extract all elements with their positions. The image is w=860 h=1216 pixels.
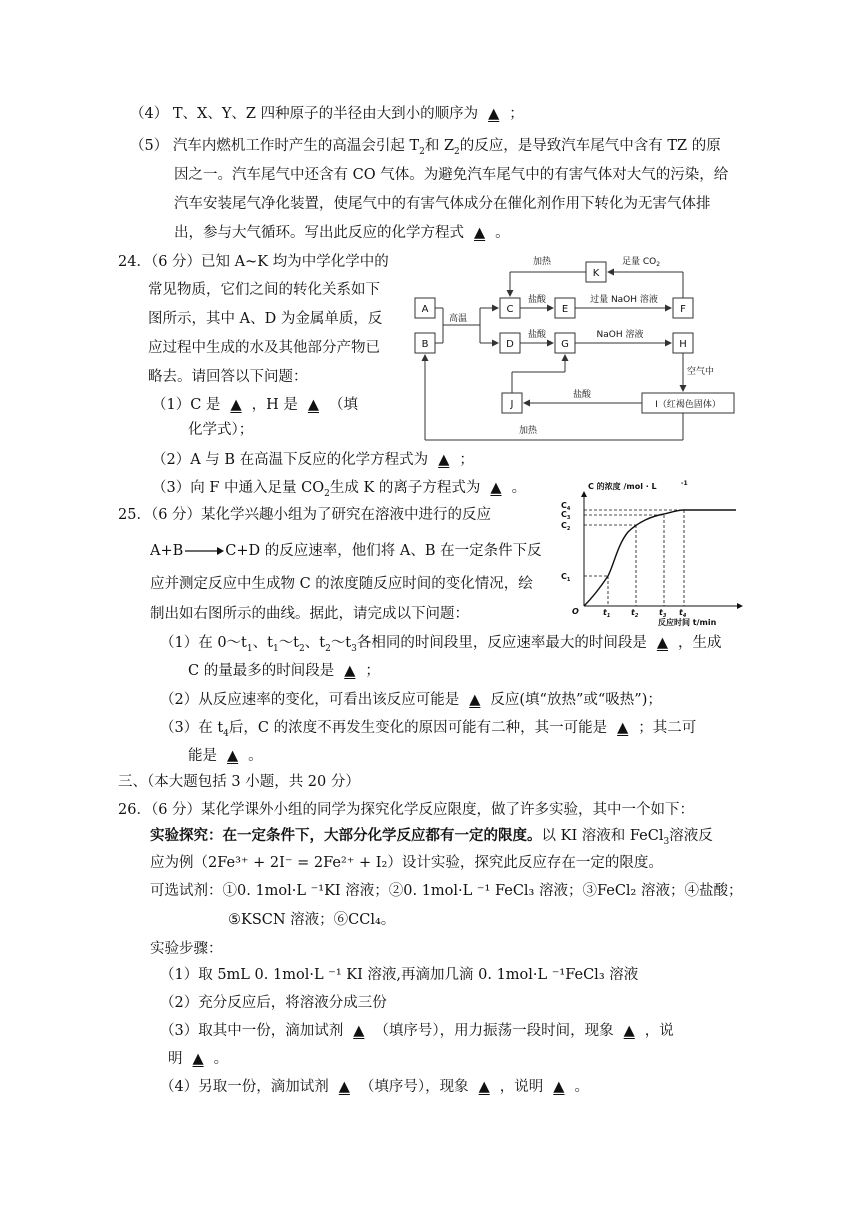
answer-blank[interactable]: ▲ bbox=[438, 452, 450, 468]
answer-blank[interactable]: ▲ bbox=[227, 748, 239, 764]
q24-line5: 略去。请回答以下问题： bbox=[148, 369, 308, 385]
q25-sub2: （2）从反应速率的变化，可看出该反应可能是 ▲ 反应(填“放热”或“吸热”)； bbox=[160, 692, 662, 708]
q25-sub3: （3）在 $t_4$后，C 的浓度不再发生变化的原因可能有二种，其一可能是 ▲ ；其二可 bbox=[160, 720, 697, 739]
q26-line1: 26．（6 分）某化学课外小组的同学为探究化学反应限度，做了许多实验，其中一个如下： bbox=[118, 802, 695, 818]
q24-sub1: （1）C 是 ▲ ，H 是 ▲ （填 bbox=[152, 397, 359, 413]
svg-text:G: G bbox=[561, 339, 569, 350]
q24-sub1-cont: 化学式）； bbox=[188, 422, 254, 438]
q24-sub3: （3）向 F 中通入足量 $CO_2$生成 K 的离子方程式为 ▲ 。 bbox=[152, 480, 527, 499]
q25-sub1-cont: C 的量最多的时间段是 ▲ ； bbox=[188, 663, 380, 679]
svg-text:t1: $t_1$ bbox=[603, 608, 611, 619]
svg-text:C3: $C_3$ bbox=[561, 510, 571, 521]
svg-text:H: H bbox=[679, 339, 687, 350]
q25-line1: 25．（6 分）某化学兴趣小组为了研究在溶液中进行的反应 bbox=[118, 507, 492, 523]
svg-text:C1: $C_1$ bbox=[561, 572, 571, 583]
answer-blank[interactable]: ▲ bbox=[230, 397, 242, 413]
svg-text:F: F bbox=[680, 304, 686, 315]
q26-step3-cont: 明 ▲ 。 bbox=[168, 1051, 229, 1067]
q24-line3: 图所示，其中 A、D 为金属单质，反 bbox=[148, 311, 383, 327]
answer-blank[interactable]: ▲ bbox=[490, 480, 502, 496]
q24-line1: 24．（6 分）已知 A~K 均为中学化学中的 bbox=[118, 254, 389, 270]
answer-blank[interactable]: ▲ bbox=[469, 692, 481, 708]
svg-text:A: A bbox=[421, 304, 429, 315]
q26-step3: （3）取其中一份，滴加试剂 ▲ （填序号），用力振荡一段时间，现象 ▲ ，说 bbox=[160, 1023, 674, 1039]
svg-text:高温: 高温 bbox=[448, 314, 468, 324]
answer-blank[interactable]: ▲ bbox=[353, 1023, 365, 1039]
reaction-flow-diagram bbox=[410, 250, 750, 450]
svg-text:O: O bbox=[572, 607, 579, 616]
q25-line2: A+B C+D 的反应速率，他们将 A、B 在一定条件下反 bbox=[150, 543, 542, 559]
answer-blank[interactable]: ▲ bbox=[307, 397, 320, 413]
svg-text:过量 NaOH 溶液: 过量 NaOH 溶液 bbox=[590, 295, 658, 305]
svg-text:盐酸: 盐酸 bbox=[527, 295, 547, 305]
answer-blank[interactable]: ▲ bbox=[478, 1079, 490, 1095]
q26-line2: 实验探究：在一定条件下，大部分化学反应都有一定的限度。以 KI 溶液和 FeCl$_3$溶液反 bbox=[150, 827, 713, 847]
svg-text:t3: $t_3$ bbox=[659, 608, 667, 619]
concentration-time-graph bbox=[560, 478, 750, 628]
svg-text:E: E bbox=[561, 304, 569, 315]
svg-text:C4: $C_4$ bbox=[561, 501, 571, 512]
svg-text:I（红褐色固体）: I（红褐色固体） bbox=[655, 400, 721, 410]
q23-4: （4） T、X、Y、Z 四种原子的半径由大到小的顺序为 ▲ ； bbox=[130, 106, 524, 122]
q26-step1: （1）取 5mL 0. 1mol·L ⁻¹ KI 溶液,再滴加几滴 0. 1mol·L ⁻¹FeCl₃ 溶液 bbox=[160, 967, 639, 983]
svg-text:反应时间 t/min: 反应时间 t/min bbox=[658, 618, 717, 627]
q23-5-line1: （5） 汽车内燃机工作时产生的高温会引起 $T_2$和 $Z_2$的反应，是导致汽车尾气中含有 TZ 的原 bbox=[130, 138, 721, 157]
svg-text:盐酸: 盐酸 bbox=[572, 390, 592, 400]
q24-line2: 常见物质，它们之间的转化关系如下 bbox=[148, 282, 380, 298]
answer-blank[interactable]: ▲ bbox=[474, 225, 486, 241]
answer-blank[interactable]: ▲ bbox=[338, 1079, 350, 1095]
q26-step4: （4）另取一份，滴加试剂 ▲ （填序号），现象 ▲ ，说明 ▲ 。 bbox=[160, 1079, 589, 1095]
q23-5-line2: 因之一。汽车尾气中还含有 CO 气体。为避免汽车尾气中的有害气体对大气的污染，给 bbox=[174, 167, 729, 183]
svg-text:盐酸: 盐酸 bbox=[527, 330, 547, 340]
answer-blank[interactable]: ▲ bbox=[553, 1079, 565, 1095]
q26-line3: 应为例（2Fe³⁺ + 2I⁻ = 2Fe²⁺ + I₂）设计实验，探究此反应存在一定的限度。 bbox=[150, 855, 663, 871]
q26-steps-heading: 实验步骤： bbox=[150, 941, 223, 957]
svg-text:C: C bbox=[506, 304, 514, 315]
svg-text:加热: 加热 bbox=[518, 426, 538, 436]
q25-sub1: （1）在 $0\sim t_1$、$t_1\sim t_2$、$t_2\sim t_3$各相同的时间段里，反应速率最大的时间段是 ▲ ，生成 bbox=[160, 635, 722, 654]
svg-text:J: J bbox=[510, 399, 514, 410]
q23-5-line4: 出，参与大气循环。写出此反应的化学方程式 ▲ 。 bbox=[174, 225, 510, 241]
section-3-heading: 三、（本大题包括 3 小题，共 20 分） bbox=[118, 774, 360, 790]
q26-step2: （2）充分反应后，将溶液分成三份 bbox=[160, 995, 387, 1011]
q24-sub2: （2）A 与 B 在高温下反应的化学方程式为 ▲ ； bbox=[152, 452, 474, 468]
answer-blank[interactable]: ▲ bbox=[623, 1023, 635, 1039]
answer-blank[interactable]: ▲ bbox=[656, 635, 669, 651]
svg-text:NaOH 溶液: NaOH 溶液 bbox=[596, 330, 644, 340]
svg-text:B: B bbox=[421, 339, 429, 350]
svg-text:足量 CO2: 足量 $CO_2$ bbox=[622, 257, 661, 268]
q26-reagents-1: 可选试剂：①0. 1mol·L ⁻¹KI 溶液；②0. 1mol·L ⁻¹ FeCl₃ 溶液；③FeCl₂ 溶液；④盐酸； bbox=[150, 883, 743, 899]
reaction-arrow-icon bbox=[183, 546, 225, 556]
svg-text:空气中: 空气中 bbox=[687, 367, 715, 377]
svg-text:D: D bbox=[506, 339, 514, 350]
q23-5-line3: 汽车安装尾气净化装置，使尾气中的有害气体成分在催化剂作用下转化为无害气体排 bbox=[174, 196, 711, 212]
concentration-curve bbox=[584, 510, 736, 606]
answer-blank[interactable]: ▲ bbox=[192, 1051, 204, 1067]
svg-text:-1: -1 bbox=[681, 480, 688, 487]
svg-text:t4: $t_4$ bbox=[679, 608, 687, 619]
q25-line4: 制出如右图所示的曲线。据此，请完成以下问题： bbox=[150, 606, 469, 622]
q25-sub3-cont: 能是 ▲ 。 bbox=[188, 748, 263, 764]
q25-line3: 应并测定反应中生成物 C 的浓度随反应时间的变化情况，绘 bbox=[150, 576, 533, 592]
answer-blank[interactable]: ▲ bbox=[488, 106, 500, 122]
svg-text:加热: 加热 bbox=[532, 257, 552, 267]
svg-text:t2: $t_2$ bbox=[631, 608, 639, 619]
answer-blank[interactable]: ▲ bbox=[344, 663, 356, 679]
q26-reagents-2: ⑤KSCN 溶液；⑥CCl₄。 bbox=[228, 912, 396, 928]
q24-line4: 应过程中生成的水及其他部分产物已 bbox=[148, 340, 380, 356]
svg-text:C 的浓度 /mol · L: C 的浓度 /mol · L bbox=[588, 482, 657, 491]
svg-text:K: K bbox=[592, 268, 600, 279]
svg-text:C2: $C_2$ bbox=[561, 521, 571, 532]
answer-blank[interactable]: ▲ bbox=[617, 720, 629, 736]
